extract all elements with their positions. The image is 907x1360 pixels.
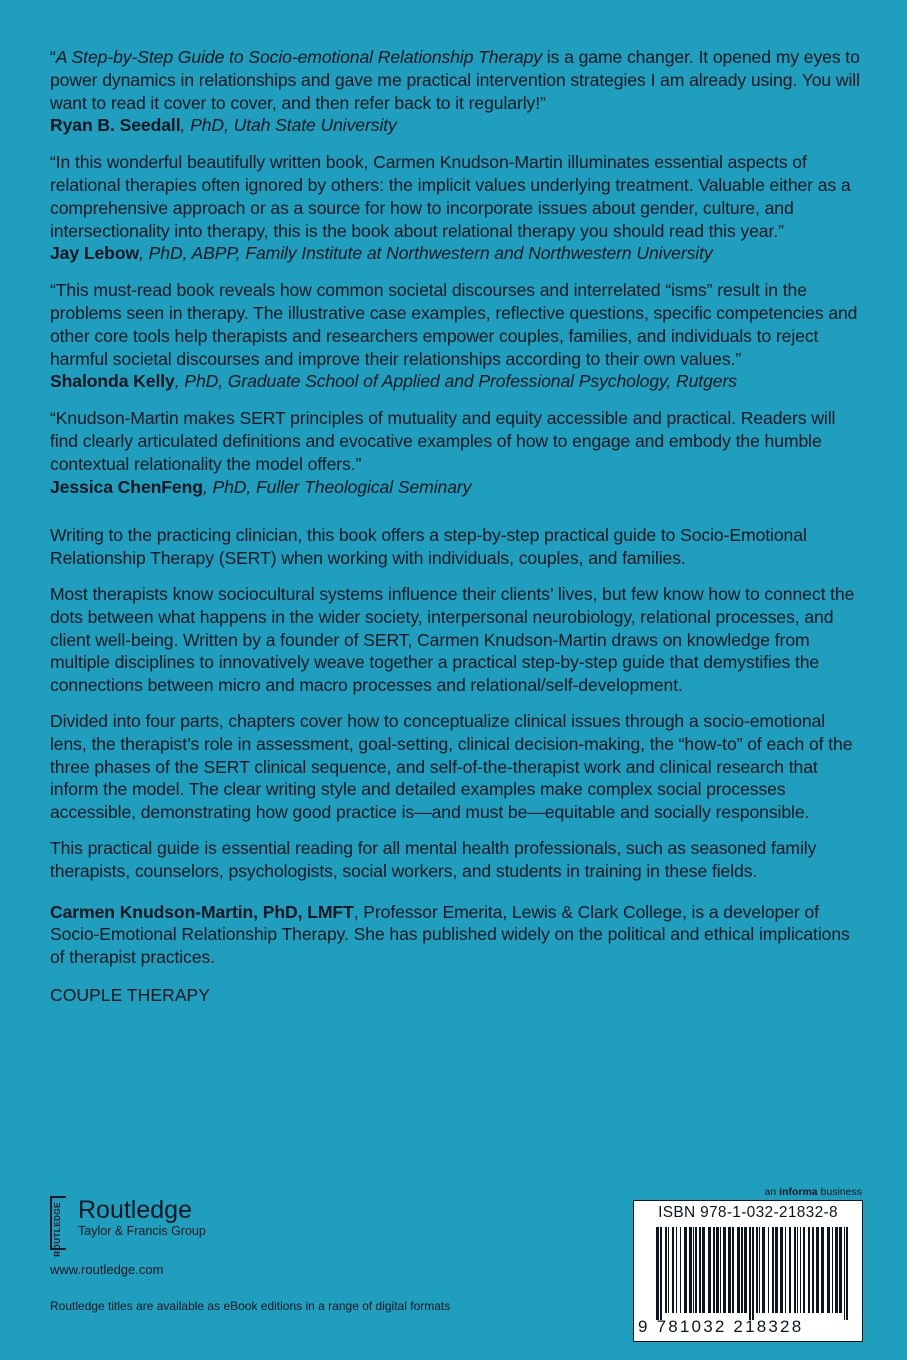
review-quote: [50, 279, 865, 393]
description-paragraph: Writing to the practicing clinician, this book offers a step-by-step practical guide to Socio-Emotional Relationship Therapy (SERT) when working with individuals, couples, and families.: [50, 525, 807, 569]
barcode-bar: [752, 1227, 754, 1320]
review-text: “This must-read book reveals how common societal discourses and interrelated “isms” result in the problems seen in therapy. The illustrative case examples, reflective questions, specific competencies and other core tools help therapists and researchers empower couples, families, and individuals to reject harmful societal discourses and improve their relationships according to their own values.”: [50, 280, 858, 369]
barcode-bar: [821, 1227, 824, 1313]
routledge-logo-icon: ROUTLEDGE: [50, 1196, 66, 1250]
barcode-bar: [800, 1227, 801, 1313]
subject-category: COUPLE THERAPY: [50, 984, 211, 1005]
reviewer-affiliation: , PhD, Graduate School of Applied and Professional Psychology, Rutgers: [174, 371, 737, 392]
barcode-bar: [749, 1227, 751, 1320]
barcode-digits: 9 781032 218328: [638, 1317, 804, 1336]
isbn-barcode: [633, 1200, 863, 1342]
barcode-bar: [660, 1227, 662, 1320]
barcode-bar: [844, 1227, 845, 1320]
description-paragraph: Divided into four parts, chapters cover how to conceptualize clinical issues through a socio-emotional lens, the therapist’s role in assessment, goal-setting, clinical decision-making, the “how-to” of each of the three phases of the SERT clinical sequence, and self-of-the-therapist work and clinical research that inform the model. The clear writing style and detailed examples make complex social processes accessible, demonstrating how good practice is—and must be—equitable and socially responsible.: [50, 710, 853, 823]
barcode-bar: [744, 1227, 747, 1313]
barcode-bar: [732, 1227, 734, 1313]
reviewer-name: Ryan B. Seedall: [50, 115, 181, 136]
barcode-bar: [846, 1227, 848, 1320]
barcode-bar: [708, 1227, 711, 1313]
description-section: [50, 524, 865, 882]
barcode-bar: [723, 1227, 726, 1313]
barcode-bar: [780, 1227, 783, 1313]
barcode-bar: [689, 1227, 692, 1313]
barcode-bar: [737, 1227, 740, 1313]
review-quote: [50, 46, 865, 137]
barcode-bar: [699, 1227, 701, 1313]
barcode-bar: [839, 1227, 842, 1313]
reviewer-affiliation: , PhD, ABPP, Family Institute at Northwestern and Northwestern University: [139, 243, 713, 264]
review-attribution: [50, 476, 865, 499]
back-cover-content: [50, 46, 865, 1006]
barcode-bar: [676, 1227, 677, 1313]
publisher-brand: Routledge: [78, 1196, 192, 1224]
publisher-website: www.routledge.com: [50, 1262, 164, 1277]
barcode-bar: [808, 1227, 810, 1313]
reviewer-name: Jay Lebow: [50, 243, 140, 264]
barcode-bar: [713, 1227, 715, 1313]
barcode-bar: [756, 1227, 758, 1313]
barcode-bar: [741, 1227, 743, 1313]
barcode-bar: [797, 1227, 798, 1313]
barcode-bar: [684, 1227, 687, 1313]
barcode-bar: [785, 1227, 786, 1313]
author-bio-text: , Professor Emerita, Lewis & Clark College, is a developer of Socio-Emotional Relationship Therapy. She has published widely on the political and ethical implications of therapist practices.: [50, 901, 850, 968]
author-bio: [50, 901, 865, 969]
reviewer-name: Shalonda Kelly: [50, 371, 175, 392]
review-attribution: [50, 242, 865, 265]
routledge-logo: [50, 1196, 550, 1257]
reviewer-affiliation: , PhD, Fuller Theological Seminary: [202, 476, 472, 497]
barcode-bar: [759, 1227, 760, 1313]
review-attribution: [50, 114, 865, 137]
barcode-bars: [656, 1227, 856, 1320]
barcode-bar: [720, 1227, 721, 1313]
barcode-bar: [775, 1227, 778, 1313]
description-paragraph: This practical guide is essential reading for all mental health professionals, such as seasoned family therapists, counselors, psychologists, social workers, and students in training in these fields.: [50, 837, 817, 881]
barcode-bar: [702, 1227, 705, 1313]
review-text: “A Step-by-Step Guide to Socio-emotional Relationship Therapy is a game changer. It opened my eyes to power dynamics in relationships and gave me practical intervention strategies I am already using. You will want to read it cover to cover, and then refer back to it regularly!”: [50, 47, 860, 113]
reviewer-affiliation: , PhD, Utah State University: [180, 115, 397, 136]
description-paragraph: Most therapists know sociocultural systems influence their clients’ lives, but few know how to connect the dots between what happens in the wider society, interpersonal neurobiology, relational processes, and client well-being. Written by a founder of SERT, Carmen Knudson-Martin draws on knowledge from multiple disciplines to innovatively weave together a practical step-by-step guide that demystifies the connections between micro and macro processes and relational/self-development.: [50, 583, 855, 696]
review-text: “In this wonderful beautifully written book, Carmen Knudson-Martin illuminates essential aspects of relational therapies often ignored by others: the implicit values underlying treatment. Valuable either as a comprehensive approach or as a source for how to incorporate issues about gender, culture, and intersectionality into therapy, this is the book about relational therapy you should read this year.”: [50, 152, 851, 241]
informa-tagline: an informa business: [764, 1186, 862, 1198]
barcode-bar: [693, 1227, 694, 1313]
barcode-bar: [728, 1227, 731, 1313]
barcode-bar: [812, 1227, 814, 1313]
reviewer-name: Jessica ChenFeng: [50, 476, 203, 497]
barcode-bar: [695, 1227, 697, 1313]
reviews-section: [50, 46, 865, 498]
barcode-bar: [672, 1227, 674, 1313]
barcode-bar: [656, 1227, 659, 1320]
barcode-bar: [768, 1227, 769, 1313]
review-text: “Knudson-Martin makes SERT principles of mutuality and equity accessible and practical. Readers will find clearly articulated definitions and evocative examples of how to engage and embody the humble contextual relationality the model offers.”: [50, 408, 836, 474]
barcode-bar: [832, 1227, 833, 1313]
barcode-bar: [668, 1227, 669, 1313]
author-name: Carmen Knudson-Martin, PhD, LMFT: [50, 901, 354, 922]
barcode-bar: [680, 1227, 681, 1313]
barcode-bar: [835, 1227, 838, 1313]
barcode-bar: [794, 1227, 796, 1313]
ebook-note: Routledge titles are available as eBook editions in a range of digital formats: [50, 1299, 451, 1313]
barcode-bar: [762, 1227, 765, 1313]
barcode-bar: [772, 1227, 774, 1313]
publisher-group: Taylor & Francis Group: [78, 1224, 206, 1238]
barcode-bar: [827, 1227, 830, 1313]
review-quote: [50, 407, 865, 498]
barcode-bar: [816, 1227, 819, 1313]
barcode-bar: [789, 1227, 791, 1313]
barcode-bar: [803, 1227, 805, 1313]
barcode-bar: [665, 1227, 667, 1313]
review-quote: [50, 151, 865, 265]
review-attribution: [50, 370, 865, 393]
isbn-label: ISBN 978-1-032-21832-8: [658, 1204, 838, 1221]
publisher-block: [50, 1196, 550, 1313]
barcode-bar: [716, 1227, 719, 1313]
